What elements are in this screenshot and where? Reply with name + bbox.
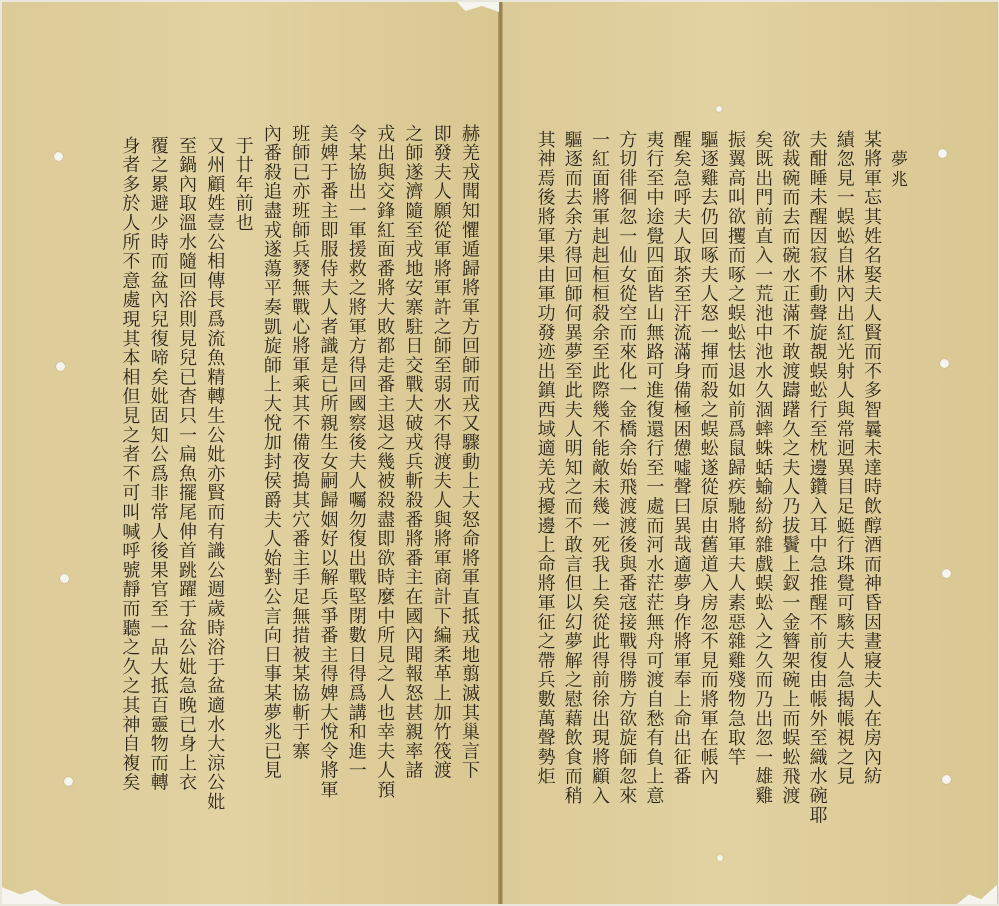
open-book <box>2 2 997 904</box>
binding-hole <box>64 777 73 786</box>
text-column: 赫羌戎聞知懼遁歸將軍方回師而戎又驟動上大怒命將軍直抵戎地翦滅其巢言下 <box>459 124 480 781</box>
text-column: 某將軍忘其姓名娶夫人賢而不多智曩未達時飲醇酒而神昏因晝寢夫人在房內紡 <box>861 130 882 787</box>
text-column: 績忽見一蜈蚣自牀內出紅光射人與常迥異目足蜓行珠覺可駭夫人急揭帳視之見 <box>833 130 855 787</box>
text-column: 至鍋內取溫水隨回浴則見兒已杳只一扁魚擺尾伸首跳躍于盆公妣急晚已身上衣 <box>176 136 197 793</box>
text-column: 振翼高叫欲攫而啄之蜈蚣怯退如前爲鼠歸疾馳將軍夫人素惡雜雞殘物急取竿 <box>725 130 746 767</box>
text-column: 欲裁碗而去而碗水正滿不敢渡躊躇久之夫人乃拔鬢上釵一金簪架碗上而蜈蚣飛渡 <box>779 130 801 806</box>
binding-hole <box>942 775 951 784</box>
text-column: 之師遂濟隨至戎地安寨駐日交戰大破戎兵斬殺番將番主在國內聞報怒甚親率諸 <box>402 124 424 781</box>
text-column: 戎出與交鋒紅面番將大敗都走番主退之幾被殺盡即欲時麼中所見之人也幸夫人預 <box>374 124 396 800</box>
binding-hole <box>938 149 947 158</box>
text-column: 美婢于番主即服侍夫人者識是已所親生女嗣歸姻好以解兵爭番主得婢大悅令將軍 <box>317 124 339 800</box>
text-column: 內番殺追盡戎遂蕩平奏凱旋師上大悅加封侯爵夫人始對公言向日事某夢兆已見 <box>260 124 282 781</box>
text-column: 驅逐雞去仍回啄夫人怒一揮而殺之蜈蚣遂從原由舊道入房忽不見而將軍在帳內 <box>697 130 719 787</box>
text-column: 又州顧姓壹公相傳長爲流魚精轉生公妣亦賢而有識公週歲時浴于盆適水大涼公妣 <box>204 136 226 812</box>
text-column: 夷行至中途覺四面皆山無路可進復還行至一處而河水茫茫無舟可渡自愁有負上意 <box>643 130 665 806</box>
text-column: 于廿年前也 <box>232 136 254 233</box>
binding-hole <box>60 574 69 583</box>
binding-hole <box>56 362 65 371</box>
binding-hole <box>54 152 63 161</box>
text-column: 其神焉後將軍果由軍功發迹出鎮西域適羌戎擾邊上命將軍征之帶兵數萬聲勢炬 <box>534 130 556 787</box>
text-column: 令某協出一軍援救之將軍方得回國察後夫人囑勿復出戰堅閉數日得爲講和進一 <box>345 124 367 781</box>
binding-hole <box>940 359 949 368</box>
binding-hole <box>942 569 951 578</box>
page-title: 夢兆 <box>887 150 907 190</box>
text-column: 矣既出門前直入一荒池中池水久涸蟀蛛蛞蝓紛紛雜戲蜈蚣入之久而乃出忽一雄雞 <box>752 130 774 806</box>
text-column: 方切徘徊忽一仙女從空而來化一金橋余始飛渡渡後與番寇接戰得勝方欲旋師忽來 <box>616 130 638 806</box>
binding-hole <box>717 855 723 861</box>
text-column: 驅逐而去余方得回師何異夢至此夫人明知之而不敢言但以幻夢解之慰藉飲食而稍 <box>561 130 583 806</box>
text-column: 夫酣睡未醒因寂不動聲旋覩蜈蚣行至枕邊鑽入耳中急推醒不前復由帳外至織水碗耶 <box>806 130 828 825</box>
text-column: 一紅面將軍赳赳桓桓殺余至此際幾不能敵未幾一死我上矣從此得前徐出現將顧入 <box>589 130 610 806</box>
text-column: 身者多於人所不意處現其本相但見之者不可叫喊呼號靜而聽之久之其神自複矣 <box>119 136 141 793</box>
text-column: 醒矣急呼夫人取茶至汗流滿身備極困憊噓聲曰異哉適夢身作將軍奉上命出征番 <box>670 130 692 787</box>
text-column: 班師已亦班師兵燹無戰心將軍乘其不備夜搗其穴番主手足無措被某協斬于寨 <box>289 124 311 761</box>
binding-hole <box>716 106 722 112</box>
text-column: 覆之累避少時而盆內兒復啼矣妣固知公爲非常人後果官至一品大抵百靈物而轉 <box>147 136 169 793</box>
text-column: 即發夫人願從軍將軍許之師至弱水不得渡夫人與將軍商計下編柔革上加竹筏渡 <box>430 124 452 781</box>
